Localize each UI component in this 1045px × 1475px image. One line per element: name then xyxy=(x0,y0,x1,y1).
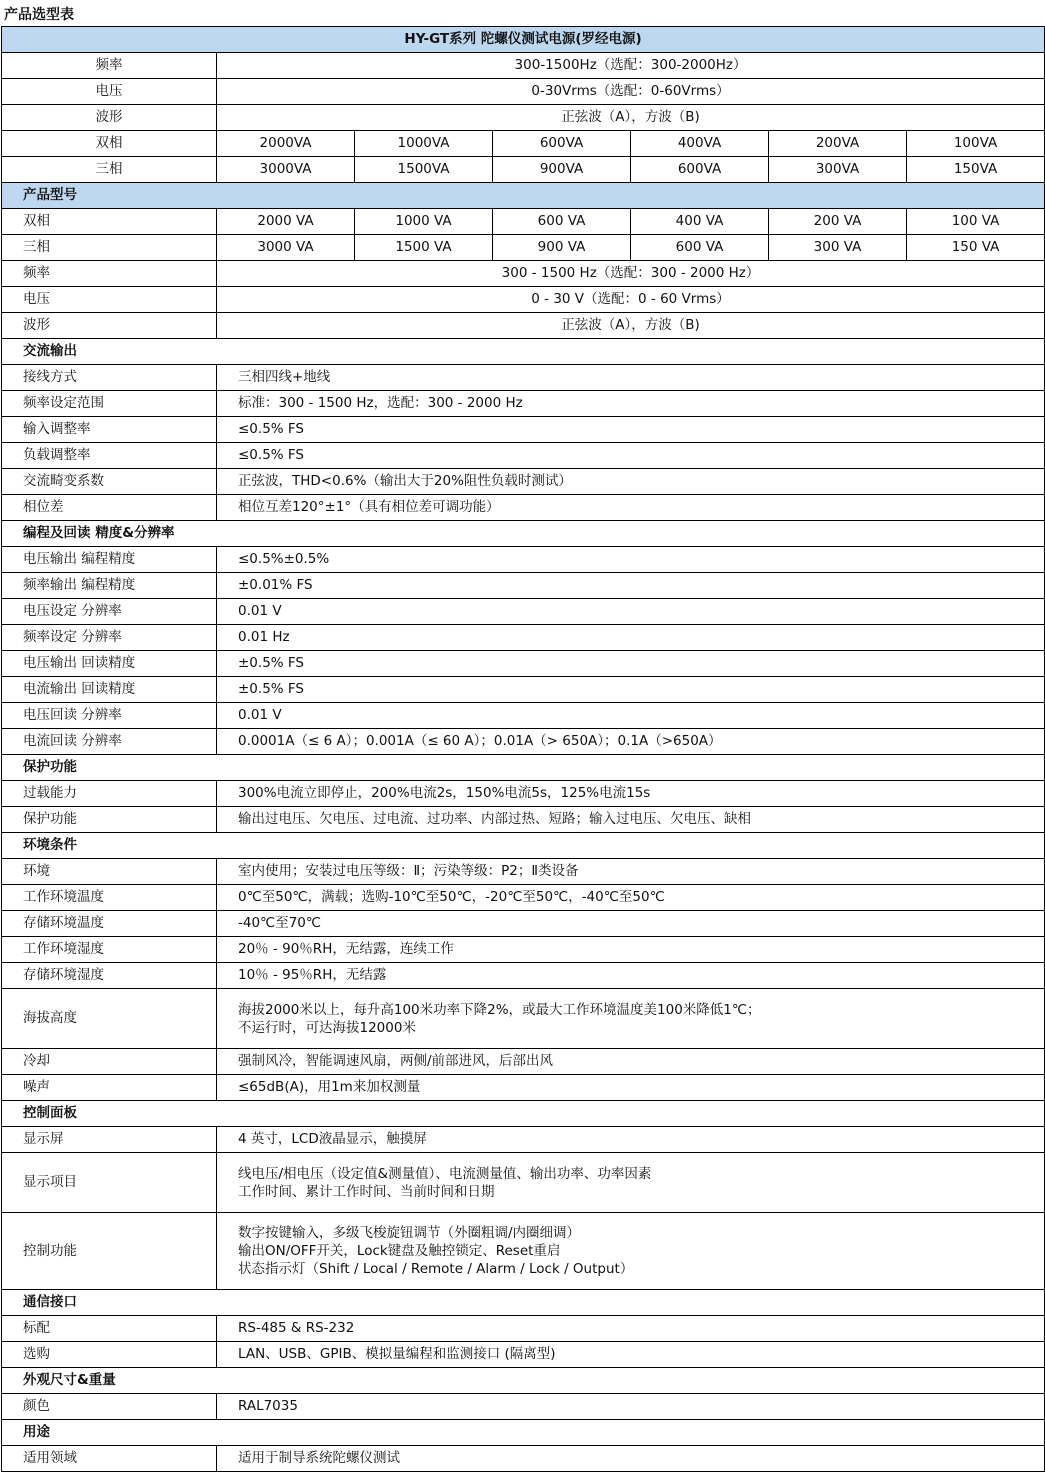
spec-value: ±0.5% FS xyxy=(217,651,1045,677)
power-row xyxy=(2,235,1045,261)
spec-row xyxy=(2,651,1045,677)
spec-value: 300%电流立即停止，200%电流2s，150%电流5s，125%电流15s xyxy=(217,781,1045,807)
spec-row xyxy=(2,469,1045,495)
spec-value: 10％ - 95％RH，无结露 xyxy=(217,963,1045,989)
spec-label: 电压 xyxy=(2,79,217,105)
spec-label: 选购 xyxy=(2,1342,217,1368)
spec-value xyxy=(217,989,1045,1049)
spec-value-line: 状态指示灯（Shift / Local / Remote / Alarm / Lock / Output） xyxy=(238,1261,634,1277)
spec-value: 0-30Vrms（选配：0-60Vrms） xyxy=(217,79,1045,105)
spec-value: 标准：300 - 1500 Hz，选配：300 - 2000 Hz xyxy=(217,391,1045,417)
spec-value: 室内使用；安装过电压等级：Ⅱ；污染等级：P2；Ⅱ类设备 xyxy=(217,859,1045,885)
spec-value: ±0.5% FS xyxy=(217,677,1045,703)
spec-row xyxy=(2,105,1045,131)
page-title: 产品选型表 xyxy=(4,7,74,23)
spec-row xyxy=(2,677,1045,703)
spec-label: 频率输出 编程精度 xyxy=(2,573,217,599)
spec-value: 正弦波（A），方波（B) xyxy=(217,105,1045,131)
section-title: 控制面板 xyxy=(2,1101,1045,1127)
spec-row xyxy=(2,1316,1045,1342)
spec-value xyxy=(217,1153,1045,1213)
spec-label: 控制功能 xyxy=(2,1213,217,1290)
spec-value: -40℃至70℃ xyxy=(217,911,1045,937)
section-header-row xyxy=(2,521,1045,547)
spec-value-line: 数字按键输入，多级飞梭旋钮调节（外圈粗调/内圈细调） xyxy=(238,1225,581,1241)
spec-row xyxy=(2,1153,1045,1213)
spec-label: 输入调整率 xyxy=(2,417,217,443)
spec-label: 标配 xyxy=(2,1316,217,1342)
series-title-row xyxy=(2,27,1045,53)
spec-value: 相位互差120°±1°（具有相位差可调功能） xyxy=(217,495,1045,521)
spec-value: 300-1500Hz（选配：300-2000Hz） xyxy=(217,53,1045,79)
power-cell: 600 VA xyxy=(493,209,631,235)
spec-label: 电压设定 分辨率 xyxy=(2,599,217,625)
section-title: 外观尺寸&重量 xyxy=(2,1368,1045,1394)
section-header-row xyxy=(2,339,1045,365)
spec-row xyxy=(2,365,1045,391)
spec-row xyxy=(2,911,1045,937)
spec-value: 正弦波（A），方波（B) xyxy=(217,313,1045,339)
section-header-row xyxy=(2,755,1045,781)
spec-label: 电流输出 回读精度 xyxy=(2,677,217,703)
spec-label: 频率设定 分辨率 xyxy=(2,625,217,651)
spec-row xyxy=(2,313,1045,339)
section-title: 通信接口 xyxy=(2,1290,1045,1316)
spec-row xyxy=(2,885,1045,911)
power-cell: 200 VA xyxy=(769,209,907,235)
spec-label: 工作环境温度 xyxy=(2,885,217,911)
spec-value: 0.01 Hz xyxy=(217,625,1045,651)
spec-value: ≤65dB(A)，用1m来加权测量 xyxy=(217,1075,1045,1101)
spec-row xyxy=(2,1446,1045,1472)
power-cell: 300VA xyxy=(769,157,907,183)
section-title: 交流输出 xyxy=(2,339,1045,365)
power-cell: 1500 VA xyxy=(355,235,493,261)
spec-row xyxy=(2,547,1045,573)
spec-value: 4 英寸，LCD液晶显示，触摸屏 xyxy=(217,1127,1045,1153)
spec-label: 波形 xyxy=(2,105,217,131)
spec-row xyxy=(2,1127,1045,1153)
spec-value-line: 不运行时，可达海拔12000米 xyxy=(238,1019,416,1036)
phase-label: 三相 xyxy=(2,157,217,183)
power-cell: 100 VA xyxy=(907,209,1045,235)
section-header-row xyxy=(2,1290,1045,1316)
spec-row xyxy=(2,1075,1045,1101)
spec-label: 波形 xyxy=(2,313,217,339)
spec-value: ±0.01% FS xyxy=(217,573,1045,599)
spec-label: 工作环境湿度 xyxy=(2,937,217,963)
power-cell: 1000 VA xyxy=(355,209,493,235)
spec-value: 适用于制导系统陀螺仪测试 xyxy=(217,1446,1045,1472)
section-title: 保护功能 xyxy=(2,755,1045,781)
spec-label: 频率设定范围 xyxy=(2,391,217,417)
power-cell: 900VA xyxy=(493,157,631,183)
spec-value xyxy=(217,1213,1045,1290)
spec-value-line: 海拔2000米以上，每升高100米功率下降2%，或最大工作环境温度美100米降低1℃； xyxy=(238,1001,761,1018)
spec-row xyxy=(2,53,1045,79)
model-header-row xyxy=(2,183,1045,209)
section-header-row xyxy=(2,1101,1045,1127)
power-cell: 1000VA xyxy=(355,131,493,157)
spec-label: 交流畸变系数 xyxy=(2,469,217,495)
spec-label: 环境 xyxy=(2,859,217,885)
spec-table xyxy=(1,26,1045,1472)
power-cell: 1500VA xyxy=(355,157,493,183)
power-cell: 200VA xyxy=(769,131,907,157)
power-cell: 3000 VA xyxy=(217,235,355,261)
power-cell: 600 VA xyxy=(631,235,769,261)
power-cell: 600VA xyxy=(493,131,631,157)
spec-value: 0.01 V xyxy=(217,599,1045,625)
phase-label: 双相 xyxy=(2,209,217,235)
spec-value: ≤0.5% FS xyxy=(217,443,1045,469)
spec-row xyxy=(2,937,1045,963)
spec-label: 电流回读 分辨率 xyxy=(2,729,217,755)
section-title: 编程及回读 精度&分辨率 xyxy=(2,521,1045,547)
spec-row xyxy=(2,287,1045,313)
spec-value: 300 - 1500 Hz（选配：300 - 2000 Hz） xyxy=(217,261,1045,287)
spec-row xyxy=(2,1342,1045,1368)
spec-label: 过载能力 xyxy=(2,781,217,807)
spec-label: 接线方式 xyxy=(2,365,217,391)
spec-row xyxy=(2,625,1045,651)
power-cell: 100VA xyxy=(907,131,1045,157)
spec-value: ≤0.5%±0.5% xyxy=(217,547,1045,573)
spec-label: 负载调整率 xyxy=(2,443,217,469)
section-title: 环境条件 xyxy=(2,833,1045,859)
spec-row xyxy=(2,1394,1045,1420)
spec-label: 保护功能 xyxy=(2,807,217,833)
spec-value: 0.01 V xyxy=(217,703,1045,729)
section-header-row xyxy=(2,1368,1045,1394)
spec-row xyxy=(2,495,1045,521)
spec-value-line: 输出ON/OFF开关，Lock键盘及触控锁定、Reset重启 xyxy=(238,1243,561,1259)
phase-label: 双相 xyxy=(2,131,217,157)
power-cell: 150VA xyxy=(907,157,1045,183)
spec-row xyxy=(2,807,1045,833)
power-row xyxy=(2,157,1045,183)
spec-label: 冷却 xyxy=(2,1049,217,1075)
spec-label: 电压输出 编程精度 xyxy=(2,547,217,573)
power-cell: 150 VA xyxy=(907,235,1045,261)
spec-row xyxy=(2,391,1045,417)
spec-row xyxy=(2,989,1045,1049)
power-cell: 900 VA xyxy=(493,235,631,261)
spec-row xyxy=(2,573,1045,599)
spec-row xyxy=(2,1213,1045,1290)
spec-label: 频率 xyxy=(2,53,217,79)
spec-label: 电压输出 回读精度 xyxy=(2,651,217,677)
spec-value-line: 工作时间、累计工作时间、当前时间和日期 xyxy=(238,1183,495,1200)
spec-value: 0.0001A（≤ 6 A）；0.001A（≤ 60 A）；0.01A（> 650A）；0.1A（>650A） xyxy=(217,729,1045,755)
spec-label: 显示屏 xyxy=(2,1127,217,1153)
power-cell: 400VA xyxy=(631,131,769,157)
spec-value: 0 - 30 V（选配：0 - 60 Vrms） xyxy=(217,287,1045,313)
spec-label: 海拔高度 xyxy=(2,989,217,1049)
spec-value: 0℃至50℃，满载；选购-10℃至50℃，-20℃至50℃，-40℃至50℃ xyxy=(217,885,1045,911)
spec-label: 电压回读 分辨率 xyxy=(2,703,217,729)
series-title: HY-GT系列 陀螺仪测试电源(罗经电源) xyxy=(2,27,1045,53)
spec-value-line: 线电压/相电压（设定值&测量值）、电流测量值、输出功率、功率因素 xyxy=(238,1165,652,1182)
spec-value: 输出过电压、欠电压、过电流、过功率、内部过热、短路；输入过电压、欠电压、缺相 xyxy=(217,807,1045,833)
spec-value: 三相四线+地线 xyxy=(217,365,1045,391)
spec-row xyxy=(2,781,1045,807)
model-header: 产品型号 xyxy=(2,183,1045,209)
section-header-row xyxy=(2,833,1045,859)
spec-value: RAL7035 xyxy=(217,1394,1045,1420)
spec-label: 适用领域 xyxy=(2,1446,217,1472)
spec-label: 存储环境湿度 xyxy=(2,963,217,989)
power-cell: 2000VA xyxy=(217,131,355,157)
spec-label: 电压 xyxy=(2,287,217,313)
spec-row xyxy=(2,79,1045,105)
spec-value: ≤0.5% FS xyxy=(217,417,1045,443)
spec-row xyxy=(2,703,1045,729)
spec-row xyxy=(2,599,1045,625)
power-cell: 3000VA xyxy=(217,157,355,183)
power-cell: 300 VA xyxy=(769,235,907,261)
section-title: 用途 xyxy=(2,1420,1045,1446)
spec-label: 频率 xyxy=(2,261,217,287)
spec-row xyxy=(2,963,1045,989)
spec-row xyxy=(2,261,1045,287)
spec-label: 颜色 xyxy=(2,1394,217,1420)
spec-label: 噪声 xyxy=(2,1075,217,1101)
spec-row xyxy=(2,1049,1045,1075)
spec-value: LAN、USB、GPIB、模拟量编程和监测接口 (隔离型) xyxy=(217,1342,1045,1368)
power-row xyxy=(2,131,1045,157)
power-cell: 2000 VA xyxy=(217,209,355,235)
section-header-row xyxy=(2,1420,1045,1446)
spec-label: 相位差 xyxy=(2,495,217,521)
spec-row xyxy=(2,729,1045,755)
spec-row xyxy=(2,417,1045,443)
spec-value: RS-485 & RS-232 xyxy=(217,1316,1045,1342)
spec-value: 强制风冷，智能调速风扇，两侧/前部进风，后部出风 xyxy=(217,1049,1045,1075)
power-row xyxy=(2,209,1045,235)
power-cell: 600VA xyxy=(631,157,769,183)
spec-value: 20％ - 90％RH，无结露，连续工作 xyxy=(217,937,1045,963)
spec-label: 存储环境温度 xyxy=(2,911,217,937)
power-cell: 400 VA xyxy=(631,209,769,235)
spec-row xyxy=(2,443,1045,469)
spec-value: 正弦波，THD<0.6%（输出大于20%阻性负载时测试） xyxy=(217,469,1045,495)
spec-label: 显示项目 xyxy=(2,1153,217,1213)
phase-label: 三相 xyxy=(2,235,217,261)
spec-row xyxy=(2,859,1045,885)
